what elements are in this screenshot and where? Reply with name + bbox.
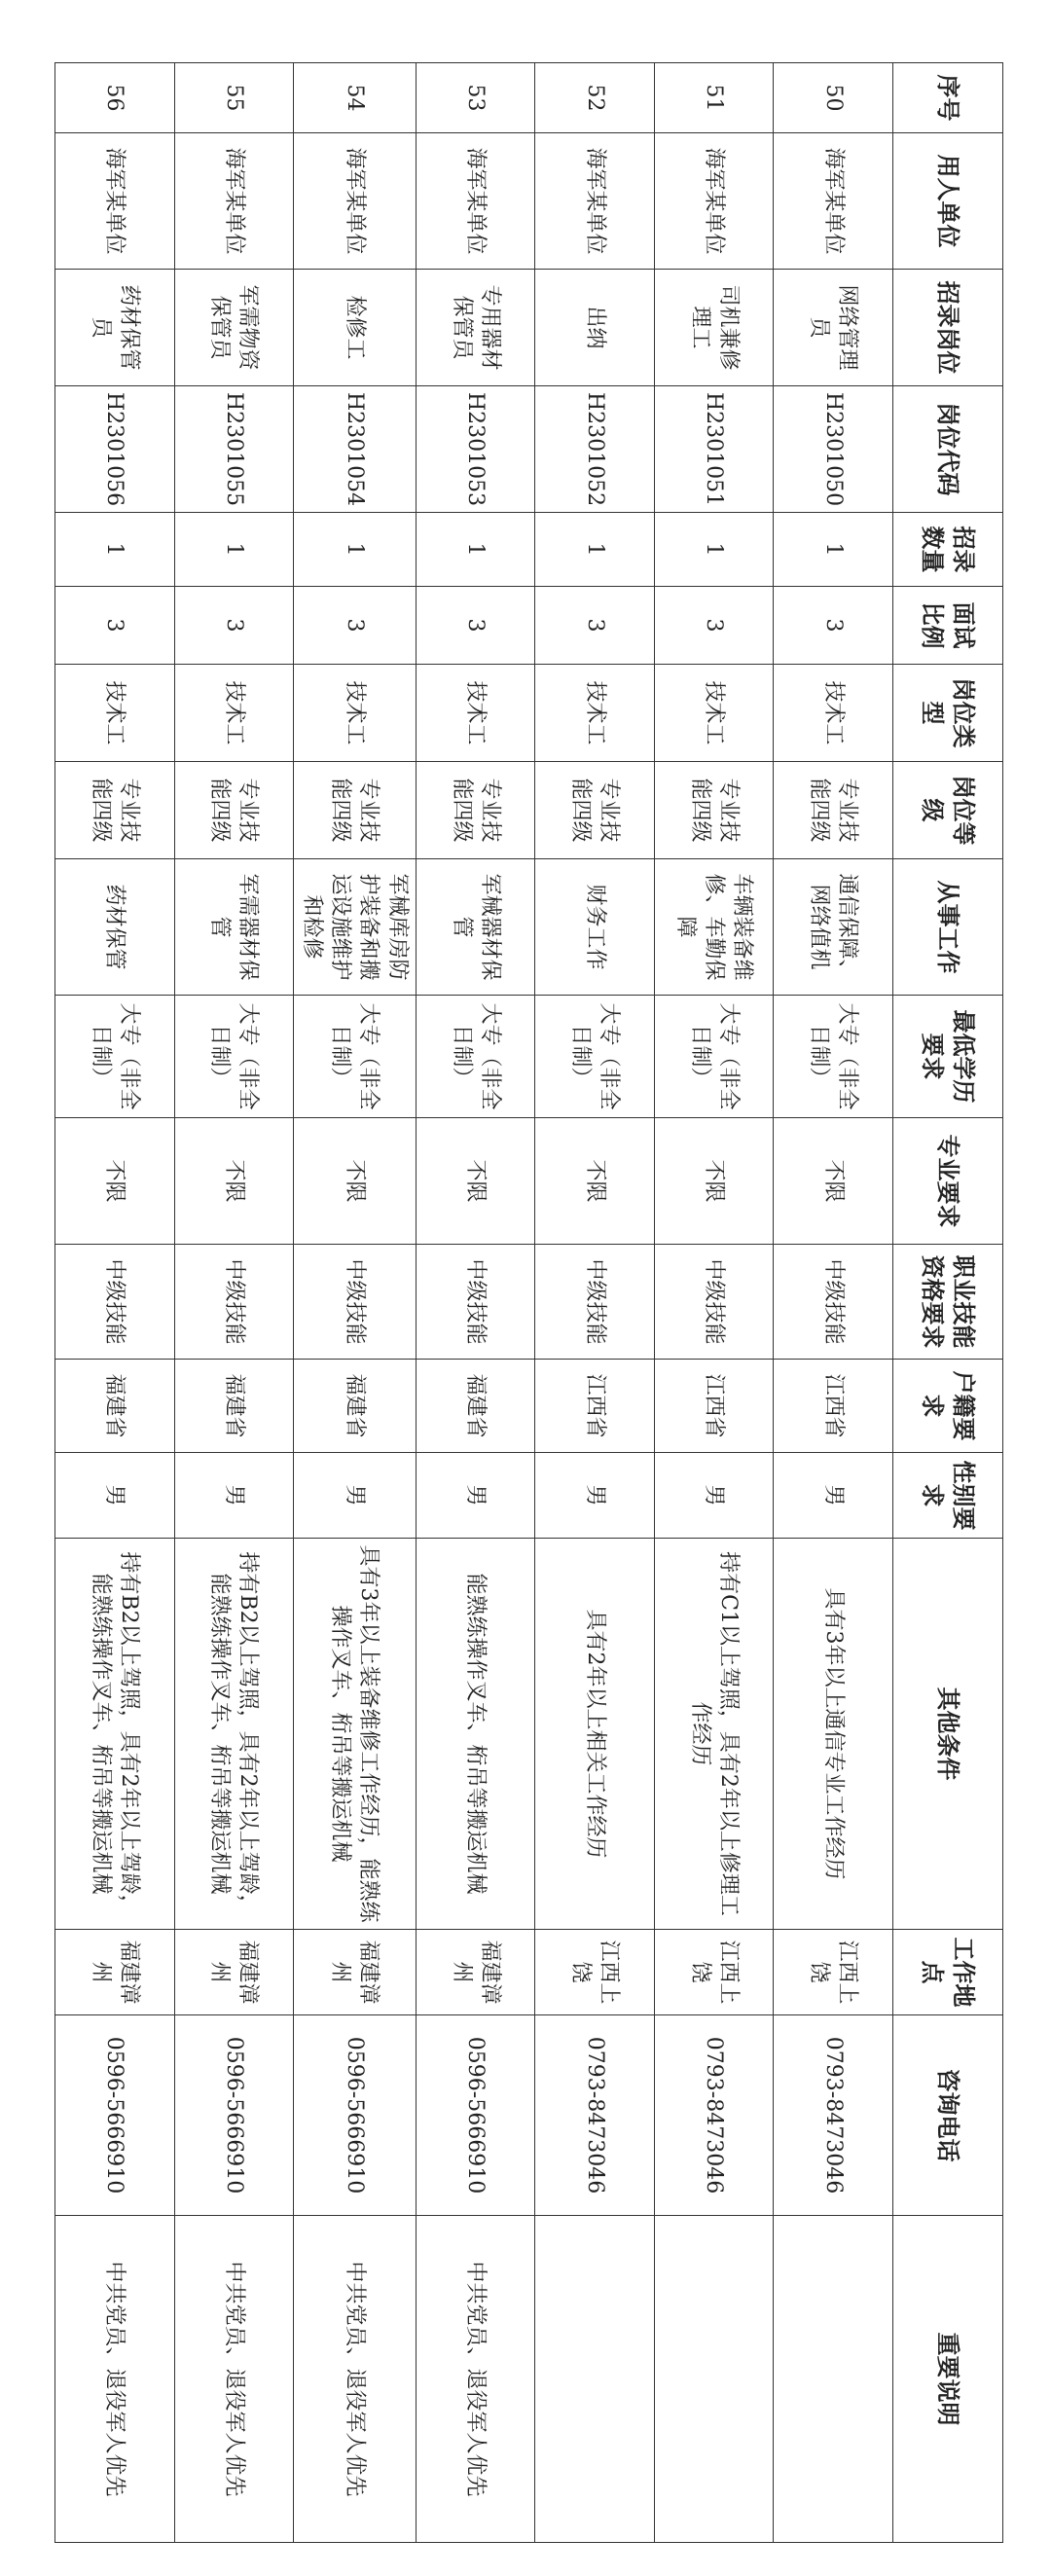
table-cell: 不限 [294,1118,417,1245]
table-cell: 男 [55,1453,175,1539]
table-cell: 男 [174,1453,294,1539]
table-cell: 检修工 [294,270,417,386]
table-cell: 海军某单位 [416,133,535,270]
table-row [294,63,417,2543]
table-cell: 军需器材保管 [174,859,294,996]
table-cell: 中级技能 [774,1245,893,1360]
table-cell: 中共党员、退役军人优先 [55,2216,175,2543]
table-cell: 专业技能四级 [535,762,655,859]
table-row [55,63,175,2543]
table-cell: 3 [535,587,655,665]
table-cell: 不限 [174,1118,294,1245]
header-cell: 其他条件 [893,1539,1003,1930]
table-row [416,63,535,2543]
rotated-table-wrapper [54,62,1003,2542]
table-cell: 1 [535,513,655,587]
table-cell: 福建省 [294,1360,417,1453]
table-cell: 能熟练操作叉车、桁吊等搬运机械 [416,1539,535,1930]
table-cell: 江西省 [654,1360,774,1453]
table-cell: 大专（非全日制） [654,996,774,1118]
header-cell: 户籍要求 [893,1360,1003,1453]
table-cell: 52 [535,63,655,133]
table-cell: 海军某单位 [294,133,417,270]
table-cell: 大专（非全日制） [55,996,175,1118]
table-cell: 出纳 [535,270,655,386]
table-cell: 1 [654,513,774,587]
table-cell: 技术工 [654,665,774,762]
table-cell: 海军某单位 [535,133,655,270]
table-cell: 3 [654,587,774,665]
table-cell: 3 [774,587,893,665]
table-cell: 军需物资保管员 [174,270,294,386]
table-cell: 中级技能 [654,1245,774,1360]
table-cell: 专业技能四级 [654,762,774,859]
table-cell: 军械库房防护装备和搬运设施维护和检修 [294,859,417,996]
table-cell: 1 [774,513,893,587]
table-cell: 持有B2以上驾照，具有2年以上驾龄，能熟练操作叉车、桁吊等搬运机械 [55,1539,175,1930]
table-cell: 专业技能四级 [774,762,893,859]
table-cell: 江西上饶 [774,1930,893,2015]
table-cell: 3 [174,587,294,665]
table-cell: 海军某单位 [654,133,774,270]
table-cell: 持有C1以上驾照，具有2年以上修理工作经历 [654,1539,774,1930]
header-cell: 岗位类型 [893,665,1003,762]
table-cell: 福建漳州 [416,1930,535,2015]
table-cell: 0793-8473046 [654,2015,774,2216]
header-cell: 从事工作 [893,859,1003,996]
table-cell: 不限 [416,1118,535,1245]
table-cell: 53 [416,63,535,133]
table-cell: 技术工 [416,665,535,762]
header-cell: 用人单位 [893,133,1003,270]
table-cell: 福建漳州 [174,1930,294,2015]
table-cell: 海军某单位 [774,133,893,270]
table-cell: 江西上饶 [535,1930,655,2015]
table-cell: 持有B2以上驾照，具有2年以上驾龄，能熟练操作叉车、桁吊等搬运机械 [174,1539,294,1930]
table-cell: 大专（非全日制） [174,996,294,1118]
table-cell: 中共党员、退役军人优先 [294,2216,417,2543]
table-cell: 男 [774,1453,893,1539]
table-cell: 海军某单位 [55,133,175,270]
table-cell: 1 [294,513,417,587]
table-cell: 福建漳州 [55,1930,175,2015]
table-cell [774,2216,893,2543]
header-cell: 岗位代码 [893,386,1003,513]
table-cell: 大专（非全日制） [294,996,417,1118]
table-cell: 专业技能四级 [294,762,417,859]
header-cell: 招录岗位 [893,270,1003,386]
table-cell: 中共党员、退役军人优先 [174,2216,294,2543]
table-cell: 具有2年以上相关工作经历 [535,1539,655,1930]
table-cell: 福建省 [174,1360,294,1453]
table-cell: 54 [294,63,417,133]
table-cell: H2301050 [774,386,893,513]
table-cell: 药材保管员 [55,270,175,386]
table-cell: 福建省 [416,1360,535,1453]
header-cell: 专业要求 [893,1118,1003,1245]
table-cell: 福建省 [55,1360,175,1453]
table-cell: 男 [535,1453,655,1539]
table-cell: 海军某单位 [174,133,294,270]
table-cell: 0793-8473046 [774,2015,893,2216]
table-cell: 中级技能 [294,1245,417,1360]
table-cell [654,2216,774,2543]
table-cell: 专用器材保管员 [416,270,535,386]
table-cell: 中级技能 [535,1245,655,1360]
table-cell: 专业技能四级 [55,762,175,859]
table-cell: 不限 [654,1118,774,1245]
table-cell: 司机兼修理工 [654,270,774,386]
table-cell: 3 [416,587,535,665]
table-cell: 56 [55,63,175,133]
table-cell: 军械器材保管 [416,859,535,996]
table-cell: 大专（非全日制） [774,996,893,1118]
table-cell: 福建漳州 [294,1930,417,2015]
table-cell: 0596-5666910 [174,2015,294,2216]
table-cell: 男 [294,1453,417,1539]
header-cell: 职业技能资格要求 [893,1245,1003,1360]
table-cell: H2301052 [535,386,655,513]
table-cell: H2301055 [174,386,294,513]
table-cell: 具有3年以上装备维修工作经历，能熟练操作叉车、桁吊等搬运机械 [294,1539,417,1930]
table-cell: 0596-5666910 [55,2015,175,2216]
table-cell: 中级技能 [416,1245,535,1360]
table-cell: 技术工 [535,665,655,762]
header-cell: 重要说明 [893,2216,1003,2543]
table-cell: 3 [55,587,175,665]
header-cell: 岗位等级 [893,762,1003,859]
table-cell: 技术工 [174,665,294,762]
table-cell: 通信保障、网络值机 [774,859,893,996]
table-cell: H2301054 [294,386,417,513]
table-cell: 男 [654,1453,774,1539]
table-cell: H2301056 [55,386,175,513]
header-cell: 最低学历要求 [893,996,1003,1118]
table-cell: 技术工 [55,665,175,762]
header-cell: 招录数量 [893,513,1003,587]
table-cell: 具有3年以上通信专业工作经历 [774,1539,893,1930]
table-cell: 0793-8473046 [535,2015,655,2216]
table-cell: 江西上饶 [654,1930,774,2015]
table-row [174,63,294,2543]
table-cell: 55 [174,63,294,133]
table-row [654,63,774,2543]
table-cell: 50 [774,63,893,133]
table-cell: 1 [416,513,535,587]
table-cell: 不限 [55,1118,175,1245]
table-cell: H2301053 [416,386,535,513]
table-cell: 大专（非全日制） [416,996,535,1118]
table-cell: 药材保管 [55,859,175,996]
table-cell: 0596-5666910 [294,2015,417,2216]
table-cell: 3 [294,587,417,665]
table-cell: 专业技能四级 [416,762,535,859]
table-cell: 大专（非全日制） [535,996,655,1118]
table-cell: 51 [654,63,774,133]
table-cell: 1 [174,513,294,587]
table-cell: 技术工 [294,665,417,762]
table-cell [535,2216,655,2543]
table-cell: 财务工作 [535,859,655,996]
table-row [535,63,655,2543]
table-cell: 网络管理员 [774,270,893,386]
recruitment-table [54,62,1003,2543]
table-cell: 0596-5666910 [416,2015,535,2216]
table-cell: 中级技能 [55,1245,175,1360]
header-cell: 序号 [893,63,1003,133]
header-cell: 面试比例 [893,587,1003,665]
header-row [893,63,1003,2543]
header-cell: 咨询电话 [893,2015,1003,2216]
table-cell: 江西省 [535,1360,655,1453]
table-cell: 不限 [535,1118,655,1245]
table-cell: 中共党员、退役军人优先 [416,2216,535,2543]
table-cell: H2301051 [654,386,774,513]
table-cell: 不限 [774,1118,893,1245]
table-cell: 车辆装备维修、车勤保障 [654,859,774,996]
header-cell: 性别要求 [893,1453,1003,1539]
table-cell: 1 [55,513,175,587]
table-cell: 中级技能 [174,1245,294,1360]
table-cell: 男 [416,1453,535,1539]
table-cell: 专业技能四级 [174,762,294,859]
header-cell: 工作地点 [893,1930,1003,2015]
table-row [774,63,893,2543]
table-cell: 江西省 [774,1360,893,1453]
table-cell: 技术工 [774,665,893,762]
